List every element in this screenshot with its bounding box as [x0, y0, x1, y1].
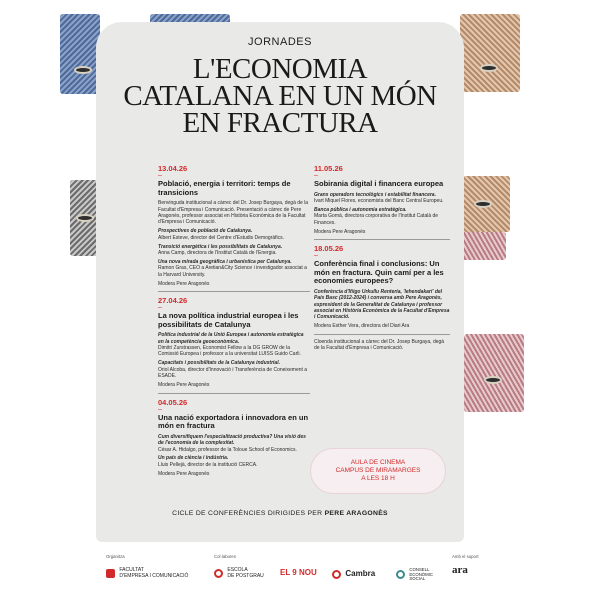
talk-speaker: César A. Hidalgo, professor de la Toloue School of Economics. — [158, 446, 297, 453]
talk-topic: Un país de ciència i indústria. — [158, 455, 229, 462]
label-organizer: Organitza — [106, 554, 125, 559]
program-left-column — [158, 164, 310, 480]
banknote-portrait — [460, 176, 510, 232]
divider — [314, 239, 450, 240]
dash: – — [314, 252, 318, 260]
talk — [158, 259, 310, 278]
talk-topic: Capacitats i possibilitats de la Catalunya industrial. — [158, 360, 280, 367]
session-title: Una nació exportadora i innovadora en un món en fractura — [158, 412, 309, 431]
logo-text: CONSELL — [409, 567, 430, 572]
logo-text: Cambra — [345, 568, 376, 578]
ring-icon — [332, 570, 341, 579]
talk-topic: Una nova mirada geogràfica i urbanística per Catalunya. — [158, 258, 292, 265]
cycle-credit — [96, 510, 464, 517]
banknote-portrait — [460, 232, 506, 260]
talk-topic: Cum diversifiquem l'especialització productiva? Una visió des de l'economia de la complexitat. — [158, 433, 306, 447]
label-support: Amb el suport — [452, 554, 479, 559]
talk — [158, 360, 310, 379]
session-intro: Conferència d'Iñigo Urkullu Renteria, 'lehendakari' del País Basc (2012-2024) i conversa amb Pere Aragonès, expresident de la Generalitat de Catalunya i professor associat en Història Econòmica de la Facultat d'Empresa i Comunicació. — [314, 288, 450, 321]
session-date: 13.04.26 — [158, 164, 188, 173]
logo-text: ESCOLA — [227, 567, 248, 573]
title-line: EN FRACTURA — [182, 107, 378, 139]
session-title: La nova política industrial europea i les possibilitats de Catalunya — [158, 311, 299, 329]
cycle-prefix: CICLE DE CONFERÈNCIES DIRIGIDES PER — [172, 510, 323, 517]
talk-speaker: Anna Camp, directora de l'Institut Català de l'Energia. — [158, 250, 277, 257]
logo-text: DE POSTGRAU — [227, 572, 264, 579]
poster-title — [96, 53, 464, 139]
dash: – — [158, 405, 162, 413]
talk — [314, 207, 450, 226]
talk-speaker: Dimitri Zurstrassen, Economist Fellow a la DG GROW de la Comissió Europea i professor a la universitat LUISS Guido Carli. — [158, 345, 301, 358]
session-block — [314, 244, 450, 352]
moderator: Modera Pere Aragonès — [158, 280, 210, 287]
poster-card — [96, 22, 464, 542]
dash: – — [314, 172, 318, 179]
talk-speaker: Oriol Alcoba, director d'Innovació i Transferència de Coneixement a ESADE. — [158, 366, 308, 380]
talk-speaker: Ramon Gras, CEO a Aretian&City Science i investigador associat a la Harvard University. — [158, 265, 307, 278]
talk-topic: Banca pública i autonomia estratègica. — [314, 206, 407, 213]
organizer-logo — [106, 568, 188, 579]
talk — [158, 228, 310, 241]
circle-icon — [396, 570, 405, 579]
cambra-logo — [332, 570, 375, 579]
footer-logos — [0, 554, 600, 600]
session-date: 11.05.26 — [314, 164, 343, 173]
logo-text: EL 9 NOU — [280, 568, 317, 577]
ring-icon — [214, 569, 223, 578]
ara-logo: ara — [452, 564, 468, 576]
session-date: 18.05.26 — [314, 244, 344, 254]
kicker: JORNADES — [248, 36, 312, 48]
talk — [158, 244, 310, 257]
talk-topic: Prospectives de població de Catalunya. — [158, 228, 253, 235]
logo-text: ECONÒMIC — [409, 571, 434, 577]
program-right-column — [314, 164, 450, 354]
moderator: Modera Pere Aragonès — [314, 228, 366, 235]
closing-note: Cloenda institucional a càrrec del Dr. Josep Burgaya, degà de la Facultat d'Empresa i Comunicació. — [314, 338, 445, 352]
session-intro: Benvinguda institucional a càrrec del Dr. Josep Burgaya, degà de la Facultat d'Empresa i Comunicació. Presentació a càrrec de Pere Aragonès, professor associat en Història Econòmica de la Facultat d'Empresa i Comunicació. — [158, 200, 309, 226]
divider — [158, 393, 310, 394]
logo-text: SOCIAL — [409, 576, 426, 582]
session-date: 27.04.26 — [158, 296, 188, 306]
talk-speaker: Albert Esteve, director del Centre d'Estudis Demogràfics. — [158, 234, 285, 241]
talk — [314, 192, 450, 205]
cycle-director: PERE ARAGONÈS — [324, 510, 388, 517]
play-icon — [106, 569, 115, 578]
venue-room: AULA DE CINEMA — [350, 459, 406, 466]
session-block — [314, 164, 450, 235]
talk — [158, 332, 310, 358]
moderator: Modera Pere Aragonès — [158, 382, 210, 389]
session-block — [158, 296, 310, 388]
consell-logo — [396, 568, 433, 582]
banknote-portrait — [460, 14, 520, 92]
divider — [314, 334, 450, 335]
banknote-portrait — [60, 14, 100, 94]
venue-badge — [310, 448, 446, 494]
session-title: Població, energia i territori: temps de transicions — [158, 179, 291, 197]
venue-campus: CAMPUS DE MIRAMARGES — [335, 467, 421, 474]
label-collaborators: Col·laboren — [214, 554, 237, 559]
logo-text: D'EMPRESA I COMUNICACIÓ — [119, 572, 189, 579]
session-title: Conferència final i conclusions: Un món en fractura. Quin camí per a les economies europees? — [314, 259, 444, 286]
moderator: Modera Pere Aragonès — [158, 470, 210, 477]
title-line: L'ECONOMIA — [192, 53, 368, 85]
escola-logo — [214, 568, 264, 579]
talk-speaker: Ivart Miquel Flores, economista del Banc Central Europeu. — [314, 198, 444, 204]
session-date: 04.05.26 — [158, 397, 188, 407]
talk-topic: Transició energètica i les possibilitats de Catalunya. — [158, 243, 283, 250]
talk-speaker: Lluis Pellejà, director de la institució CERCA. — [158, 461, 258, 468]
session-block — [158, 398, 310, 478]
talk-speaker: Marta Gomà, directora corporativa de l'Institut Català de Finances. — [314, 213, 439, 226]
title-line: CATALANA EN UN MÓN — [123, 80, 437, 112]
banknote-portrait — [464, 334, 524, 412]
el9nou-logo — [280, 570, 317, 578]
moderator: Modera Esther Vera, directora del Diari Ara — [314, 323, 410, 330]
session-block — [158, 164, 310, 287]
dash: – — [158, 304, 162, 312]
talk-topic: Grans operadors tecnològics i estabilitat financera. — [314, 191, 436, 198]
venue-time: A LES 18 H — [361, 475, 395, 482]
talk — [158, 455, 310, 468]
talk — [158, 434, 310, 453]
logo-text: FACULTAT — [119, 567, 144, 573]
talk-topic: Política industrial de la Unió Europea i autonomia estratègica en la competència geoeconòmica. — [158, 332, 304, 345]
divider — [158, 291, 310, 292]
session-title: Sobirania digital i financera europea — [314, 179, 444, 188]
dash: – — [158, 172, 162, 179]
